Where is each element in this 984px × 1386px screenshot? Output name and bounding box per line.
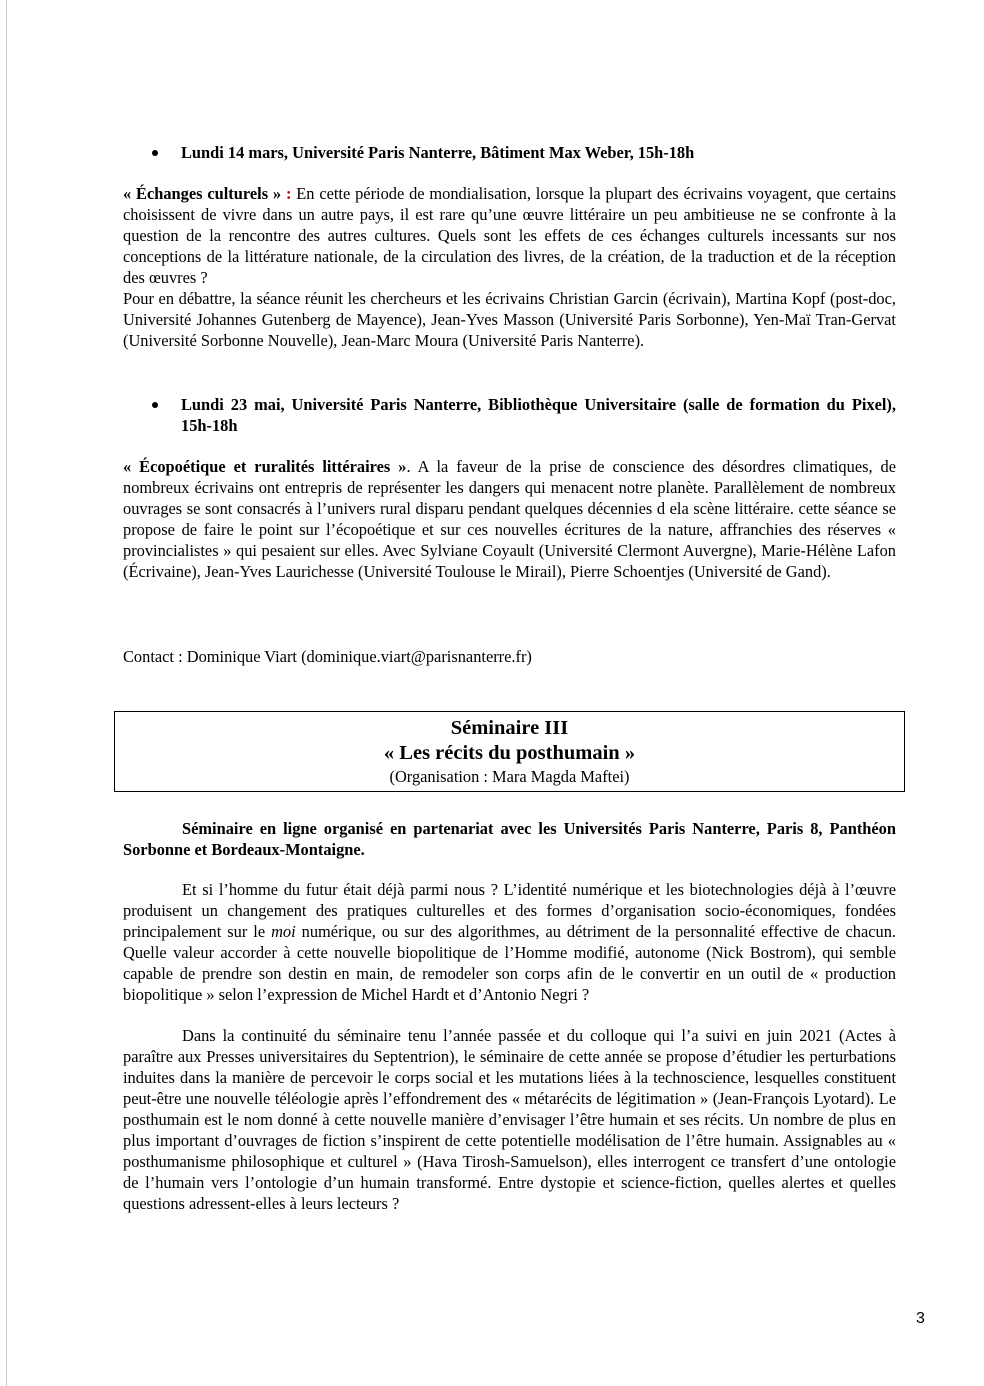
- session2-title: « Écopoétique et ruralités littéraires »: [123, 457, 407, 476]
- session2-description: [123, 456, 896, 582]
- session2-body: . A la faveur de la prise de conscience des désordres climatiques, de nombreux écrivains ont entrepris de représenter les dangers qui menacent notre planète. Parallèlement de nombreux ouvrages se sont consacrés à l’univers rural disparu pendant quelques décennies d ela scène littéraire. cette séance se propose de faire le point sur l’écopoétique et sur ces nouvelles écritures de la nature, affranchies des réserves « provincialistes » qui pesaient sur elles. Avec Sylviane Coyault (Université Clermont Auvergne), Marie-Hélène Lafon (Écrivaine), Jean-Yves Laurichesse (Université Toulouse le Mirail), Pierre Schoentjes (Université de Gand).: [123, 457, 896, 581]
- seminar-p1-start: Et si l’homme du futur était déjà parmi nous ? L’identité numérique et les biotechnologies déjà à l’œuvre produisent un changement des pratiques culturelles et des formes d’organisation socio-économiques, fondées principalement sur le: [123, 880, 896, 941]
- session1-heading: Lundi 14 mars, Université Paris Nanterre, Bâtiment Max Weber, 15h-18h: [181, 143, 695, 162]
- session1-body: En cette période de mondialisation, lorsque la plupart des écrivains voyagent, que certains choisissent de vivre dans un autre pays, il est rare qu’une œuvre littéraire un peu ambitieuse ne se confronte à la question de la rencontre des autres cultures. Quels sont les effets de ces échanges culturels incessants sur nos conceptions de la littérature nationale, de la circulation des livres, de la création, de la traduction et de la réception des œuvres ?: [123, 184, 897, 287]
- seminar-paragraph-2: Dans la continuité du séminaire tenu l’année passée et du colloque qui l’a suivi en juin 2021 (Actes à paraître aux Presses universitaires du Septentrion), le séminaire de cette année se propose d’étudier les perturbations induites dans la manière de percevoir le corps social et les mutations liées à la technoscience, lesquelles constituent peut-être une nouvelle téléologie après l’effondrement des « métarécits de légitimation » (Jean-François Lyotard). Le posthumain est le nom donné à cette nouvelle manière d’envisager l’être humain et ses récits. Un nombre de plus en plus important d’ouvrages de fiction s’inspirent de cette potentielle modélisation de l’être humain. Assignables au « posthumanisme philosophique et culturel » (Hava Tirosh-Samuelson), elles interrogent ce transfert d’une ontologie de l’humain vers l’ontologie d’un humain transformé. Entre dystopie et science-fiction, quelles alertes et quelles questions adressent-elles à leurs lecteurs ?: [123, 1026, 896, 1213]
- seminar-p1-emphasis: moi: [271, 922, 296, 941]
- session1-participants: Pour en débattre, la séance réunit les chercheurs et les écrivains Christian Garcin (écrivain), Martina Kopf (post-doc, Université Johannes Gutenberg de Mayence), Jean-Yves Masson (Université Paris Sorbonne), Yen-Maï Tran-Gervat (Université Sorbonne Nouvelle), Jean-Marc Moura (Université Paris Nanterre).: [123, 289, 896, 350]
- seminar-title-box: [114, 711, 905, 792]
- bullet-icon: [152, 402, 158, 408]
- session1-title-colon: :: [281, 184, 292, 203]
- seminar-paragraph-1: [123, 879, 896, 1005]
- session1-title: « Échanges culturels »: [123, 184, 282, 203]
- seminar-p1-end: numérique, ou sur des algorithmes, au détriment de la personnalité effective de chacun. Quelle valeur accorder à cette nouvelle biopolitique de l’Homme modifié, autonome (Nick Bostrom), qui semble capable de prendre son destin en main, de remodeler son corps afin de le convertir en un outil de « production biopolitique » selon l’expression de Michel Hardt et d’Antonio Negri ?: [123, 922, 896, 1004]
- session1-description: [123, 183, 896, 288]
- seminar-intro: Séminaire en ligne organisé en partenariat avec les Universités Paris Nanterre, Paris 8, Panthéon Sorbonne et Bordeaux-Montaigne.: [123, 819, 896, 859]
- seminar-title: Séminaire III: [450, 717, 569, 739]
- page-number: 3: [916, 1310, 925, 1327]
- seminar-organisation: (Organisation : Mara Magda Maftei): [389, 767, 630, 786]
- contact-line: Contact : Dominique Viart (dominique.viart@parisnanterre.fr): [123, 647, 532, 666]
- session2-heading: Lundi 23 mai, Université Paris Nanterre, Bibliothèque Universitaire (salle de formation du Pixel), 15h-18h: [181, 395, 896, 435]
- seminar-subtitle: « Les récits du posthumain »: [383, 742, 636, 764]
- bullet-icon: [152, 150, 158, 156]
